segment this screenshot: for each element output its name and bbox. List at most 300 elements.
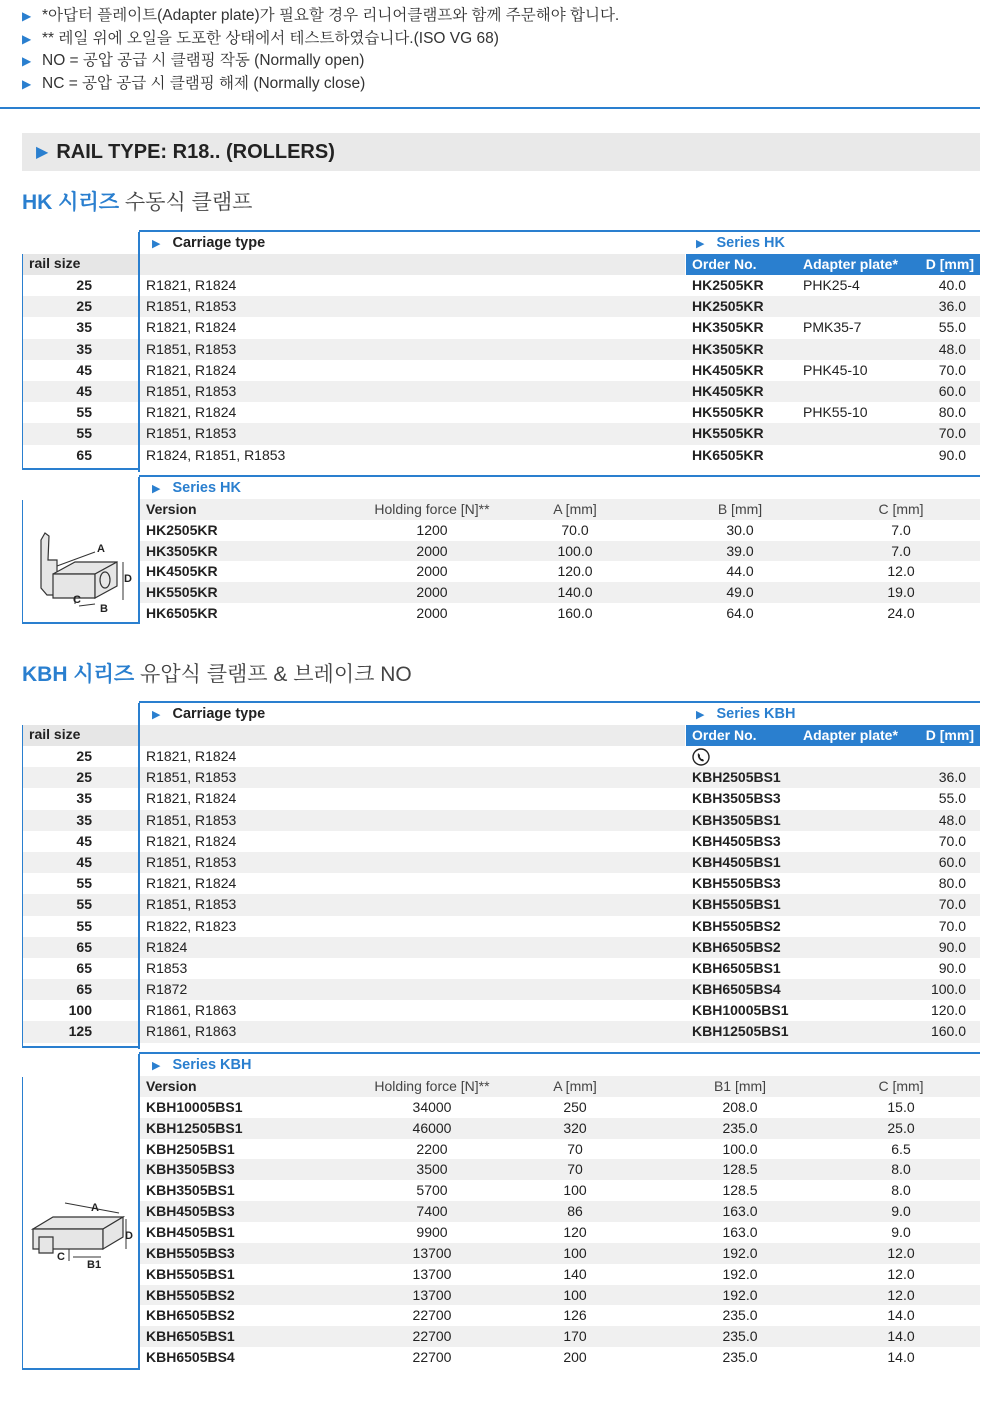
version-cell: KBH12505BS1	[146, 1119, 243, 1136]
table-row	[22, 873, 980, 894]
version-cell: KBH5505BS1	[146, 1265, 235, 1282]
version-cell: KBH6505BS2	[146, 1307, 235, 1324]
phone-icon	[692, 746, 710, 767]
a-mm-cell: 200	[563, 1349, 587, 1366]
order-no-cell: HK6505KR	[692, 446, 764, 463]
version-cell: KBH6505BS4	[146, 1349, 235, 1366]
rail-size-cell: 25	[76, 298, 92, 315]
carriage-type-cell: R1851, R1853	[146, 853, 237, 870]
holding-force-cell: 13700	[412, 1265, 452, 1282]
table-row	[22, 831, 980, 852]
rail-size-cell: 25	[76, 769, 92, 786]
a-mm-cell: 70	[567, 1140, 583, 1157]
order-no-header: Order No.	[692, 727, 757, 743]
order-no-cell: KBH3505BS1	[692, 811, 781, 828]
holding-force-cell: 13700	[412, 1286, 452, 1303]
d-mm-cell: 40.0	[938, 277, 966, 293]
order-no-cell: KBH6505BS4	[692, 981, 781, 998]
order-header-band	[686, 725, 980, 746]
carriage-type-cell: R1861, R1863	[146, 1023, 237, 1040]
rail-size-header: rail size	[22, 725, 138, 746]
spec-row	[140, 1285, 980, 1306]
d-mm-cell: 55.0	[938, 319, 966, 336]
a-mm-cell: 140	[563, 1265, 587, 1282]
d-mm-header: D [mm]	[925, 256, 974, 272]
b-mm-cell: 30.0	[726, 521, 754, 538]
a-mm-cell: 320	[563, 1119, 587, 1136]
order-no-cell: KBH6505BS2	[692, 938, 781, 955]
b-mm-header: B [mm]	[717, 501, 763, 517]
b-mm-cell: 235.0	[722, 1349, 758, 1366]
spec-row	[140, 1243, 980, 1264]
table-row	[22, 788, 980, 809]
spec-row	[140, 1347, 980, 1368]
rail-size-cell: 65	[76, 959, 92, 976]
carriage-type-cell: R1821, R1824	[146, 319, 237, 336]
table-header-top	[22, 232, 980, 254]
rail-size-cell: 55	[76, 875, 92, 892]
carriage-type-cell: R1851, R1853	[146, 811, 237, 828]
rail-size-cell: 65	[76, 981, 92, 998]
holding-force-cell: 46000	[412, 1119, 452, 1136]
carriage-type-cell: R1851, R1853	[146, 425, 237, 442]
a-mm-cell: 140.0	[557, 584, 593, 601]
table-row	[22, 979, 980, 1000]
spec-row	[140, 1180, 980, 1201]
dim-a-label: A	[97, 543, 105, 555]
order-no-cell: HK4505KR	[692, 382, 764, 399]
table-row	[22, 852, 980, 873]
c-mm-header: C [mm]	[878, 1078, 924, 1094]
series-label: Series HK	[716, 235, 785, 251]
table-header-columns	[22, 725, 980, 746]
spec-row	[140, 561, 980, 582]
order-no-cell: KBH12505BS1	[692, 1023, 789, 1040]
d-mm-cell: 90.0	[938, 446, 966, 463]
hk-clamp-diagram-box	[22, 500, 140, 624]
rail-size-cell: 125	[68, 1023, 92, 1040]
rail-size-cell: 45	[76, 853, 92, 870]
dim-c-label: C	[73, 594, 81, 606]
spec-row	[140, 1326, 980, 1347]
table-row	[22, 275, 980, 296]
d-mm-cell: 100.0	[930, 981, 966, 998]
table-row	[22, 916, 980, 937]
table-left-rule	[22, 725, 23, 1047]
d-mm-cell: 80.0	[938, 875, 966, 892]
a-mm-cell: 70.0	[561, 521, 589, 538]
order-no-cell: HK4505KR	[692, 361, 764, 378]
d-mm-cell: 60.0	[938, 853, 966, 870]
d-mm-header: D [mm]	[925, 727, 974, 743]
triangle-bullet-icon: ▶	[22, 54, 32, 68]
table-row	[22, 360, 980, 381]
triangle-bullet-icon: ▶	[152, 483, 161, 495]
table-row	[22, 894, 980, 915]
carriage-type-header	[152, 703, 265, 726]
hk-clamp-diagram	[23, 500, 139, 622]
hk-title-rest: 수동식 클램프	[119, 191, 253, 214]
order-no-header: Order No.	[692, 256, 757, 272]
d-mm-cell: 80.0	[938, 404, 966, 421]
a-mm-cell: 160.0	[557, 605, 593, 621]
header-spacer	[139, 254, 685, 275]
carriage-type-cell: R1853	[146, 959, 188, 976]
triangle-bullet-icon: ▶	[152, 1060, 161, 1072]
b-mm-cell: 128.5	[722, 1182, 758, 1199]
kbh-section-title	[22, 658, 412, 688]
a-mm-header: A [mm]	[553, 1078, 597, 1094]
order-no-cell: KBH3505BS3	[692, 790, 781, 807]
note-text: ** 레일 위에 오일을 도포한 상태에서 테스트하였습니다.(ISO VG 68)	[42, 29, 499, 47]
b-mm-cell: 163.0	[722, 1203, 758, 1220]
a-mm-cell: 126	[563, 1307, 587, 1324]
carriage-type-cell: R1821, R1824	[146, 875, 237, 892]
version-cell: KBH2505BS1	[146, 1140, 235, 1157]
a-mm-cell: 100	[563, 1182, 587, 1199]
order-no-cell: HK3505KR	[692, 319, 764, 336]
carriage-type-cell: R1822, R1823	[146, 917, 237, 934]
table-row	[22, 402, 980, 423]
series-header	[696, 232, 785, 255]
d-mm-cell: 70.0	[938, 425, 966, 442]
carriage-type-cell: R1851, R1853	[146, 340, 237, 357]
b-mm-cell: 39.0	[726, 542, 754, 559]
carriage-type-cell: R1872	[146, 981, 188, 998]
b-mm-cell: 192.0	[722, 1244, 758, 1261]
spec-row	[140, 1264, 980, 1285]
triangle-bullet-icon: ▶	[22, 9, 32, 23]
b-mm-header: B1 [mm]	[713, 1078, 767, 1094]
holding-force-cell: 2000	[416, 584, 448, 601]
c-mm-cell: 14.0	[887, 1328, 915, 1345]
c-mm-cell: 12.0	[887, 1265, 915, 1282]
d-mm-cell: 70.0	[938, 917, 966, 934]
carriage-type-cell: R1851, R1853	[146, 382, 237, 399]
series-label: Series HK	[172, 480, 241, 496]
table-row	[22, 1021, 980, 1042]
a-mm-cell: 70	[567, 1161, 583, 1178]
rail-size-cell: 45	[76, 361, 92, 378]
kbh-clamp-diagram	[23, 1077, 139, 1367]
rail-size-cell: 65	[76, 446, 92, 463]
d-mm-cell: 70.0	[938, 896, 966, 913]
rail-size-cell: 35	[76, 319, 92, 336]
adapter-plate-cell: PHK25-4	[803, 277, 860, 293]
rail-size-cell: 100	[68, 1002, 92, 1019]
order-no-cell: KBH2505BS1	[692, 769, 781, 786]
table-row	[22, 746, 980, 767]
note-item	[22, 50, 982, 73]
hk-title-bold: HK 시리즈	[22, 191, 120, 214]
version-cell: KBH4505BS1	[146, 1223, 235, 1240]
table-row	[22, 958, 980, 979]
column-divider	[138, 232, 140, 472]
spec-row	[140, 1118, 980, 1139]
version-cell: KBH5505BS2	[146, 1286, 235, 1303]
triangle-bullet-icon: ▶	[22, 31, 32, 46]
rail-size-cell: 65	[76, 938, 92, 955]
dim-b1-label: B1	[87, 1259, 102, 1271]
order-no-cell: KBH5505BS1	[692, 896, 781, 913]
table-top-rule	[139, 475, 980, 477]
table-left-rule	[22, 254, 23, 470]
spec-row	[140, 1201, 980, 1222]
rail-size-header: rail size	[22, 254, 138, 275]
c-mm-cell: 24.0	[887, 605, 915, 621]
triangle-bullet-icon: ▶	[696, 238, 705, 250]
c-mm-cell: 9.0	[891, 1203, 911, 1220]
b-mm-cell: 44.0	[726, 563, 754, 580]
carriage-type-cell: R1821, R1824	[146, 748, 237, 764]
version-cell: KBH3505BS3	[146, 1161, 235, 1178]
series-header	[152, 477, 241, 500]
c-mm-cell: 7.0	[891, 542, 911, 559]
version-cell: HK6505KR	[146, 605, 218, 621]
d-mm-cell: 36.0	[938, 769, 966, 786]
dim-d-label: D	[125, 1230, 133, 1242]
c-mm-cell: 19.0	[887, 584, 915, 601]
carriage-type-cell: R1821, R1824	[146, 832, 237, 849]
a-mm-cell: 250	[563, 1098, 587, 1115]
version-cell: HK5505KR	[146, 584, 218, 601]
b-mm-cell: 100.0	[722, 1140, 758, 1157]
carriage-type-cell: R1821, R1824	[146, 277, 237, 293]
spec-header-row	[140, 499, 980, 520]
dim-b-label: B	[100, 603, 108, 615]
spec-row	[140, 603, 980, 624]
notes-block	[22, 5, 982, 95]
holding-force-cell: 22700	[412, 1349, 452, 1366]
table-row	[22, 423, 980, 444]
carriage-type-cell: R1851, R1853	[146, 896, 237, 913]
version-header: Version	[146, 1078, 197, 1094]
holding-force-cell: 22700	[412, 1328, 452, 1345]
order-no-cell: KBH4505BS3	[692, 832, 781, 849]
table-row	[22, 317, 980, 338]
triangle-bullet-icon: ▶	[152, 238, 161, 250]
carriage-type-cell: R1821, R1824	[146, 361, 237, 378]
rail-size-cell: 25	[76, 748, 92, 764]
rail-type-bar	[22, 133, 980, 171]
b-mm-cell: 49.0	[726, 584, 754, 601]
rail-size-cell: 35	[76, 340, 92, 357]
order-no-cell: HK5505KR	[692, 425, 764, 442]
order-no-cell: KBH5505BS3	[692, 875, 781, 892]
hk-rows	[22, 275, 980, 466]
carriage-type-label: Carriage type	[172, 235, 266, 251]
note-text: *아답터 플레이트(Adapter plate)가 필요할 경우 리니어클램프와 함께 주문해야 합니다.	[42, 7, 620, 24]
version-cell: HK4505KR	[146, 563, 218, 580]
a-mm-cell: 100.0	[557, 542, 593, 559]
table-row	[22, 445, 980, 466]
adapter-plate-cell: PHK55-10	[803, 404, 868, 421]
spec-row	[140, 1097, 980, 1118]
c-mm-cell: 8.0	[891, 1161, 911, 1178]
a-mm-cell: 100	[563, 1244, 587, 1261]
b-mm-cell: 163.0	[722, 1223, 758, 1240]
a-mm-cell: 170	[563, 1328, 587, 1345]
table-row	[22, 339, 980, 360]
version-cell: HK3505KR	[146, 542, 218, 559]
d-mm-cell: 90.0	[938, 938, 966, 955]
rail-size-cell: 45	[76, 832, 92, 849]
holding-force-cell: 34000	[412, 1098, 452, 1115]
series-header	[696, 703, 795, 726]
d-mm-cell: 90.0	[938, 959, 966, 976]
carriage-type-cell: R1821, R1824	[146, 404, 237, 421]
version-cell: KBH3505BS1	[146, 1182, 235, 1199]
order-no-cell: KBH10005BS1	[692, 1002, 789, 1019]
adapter-plate-cell: PHK45-10	[803, 361, 868, 378]
b-mm-cell: 235.0	[722, 1307, 758, 1324]
holding-force-cell: 9900	[416, 1223, 448, 1240]
holding-force-cell: 2000	[416, 563, 448, 580]
b-mm-cell: 192.0	[722, 1286, 758, 1303]
column-divider	[138, 703, 140, 1049]
c-mm-cell: 9.0	[891, 1223, 911, 1240]
d-mm-cell: 36.0	[938, 298, 966, 315]
carriage-type-cell: R1851, R1853	[146, 298, 237, 315]
order-no-cell: HK5505KR	[692, 404, 764, 421]
holding-force-cell: 2200	[416, 1140, 448, 1157]
rail-size-cell: 35	[76, 811, 92, 828]
spec-row	[140, 541, 980, 562]
table-top-rule	[139, 1052, 980, 1054]
table-row	[22, 381, 980, 402]
carriage-type-cell: R1824	[146, 938, 188, 955]
table-row	[22, 767, 980, 788]
b-mm-cell: 208.0	[722, 1098, 758, 1115]
rail-size-cell: 35	[76, 790, 92, 807]
adapter-plate-header: Adapter plate*	[803, 727, 898, 743]
c-mm-cell: 15.0	[887, 1098, 915, 1115]
adapter-plate-cell: PMK35-7	[803, 319, 862, 336]
version-header: Version	[146, 501, 197, 517]
c-mm-cell: 12.0	[887, 1244, 915, 1261]
version-cell: KBH6505BS1	[146, 1328, 235, 1345]
order-header-band	[686, 254, 980, 275]
triangle-bullet-icon: ▶	[36, 144, 49, 161]
b-mm-cell: 192.0	[722, 1265, 758, 1282]
series-label: Series KBH	[172, 1057, 252, 1073]
hk-spec-table	[22, 475, 980, 625]
spec-header-row	[140, 1076, 980, 1097]
rail-size-cell: 55	[76, 917, 92, 934]
d-mm-cell: 120.0	[930, 1002, 966, 1019]
version-cell: KBH4505BS3	[146, 1203, 235, 1220]
c-mm-cell: 7.0	[891, 521, 911, 538]
carriage-type-cell: R1861, R1863	[146, 1002, 237, 1019]
order-no-cell: KBH6505BS1	[692, 959, 781, 976]
order-no-cell: HK3505KR	[692, 340, 764, 357]
rail-size-cell: 55	[76, 404, 92, 421]
triangle-bullet-icon: ▶	[152, 709, 161, 721]
c-mm-header: C [mm]	[878, 501, 924, 517]
series-header	[152, 1054, 251, 1077]
kbh-title-bold: KBH 시리즈	[22, 663, 135, 686]
a-mm-cell: 100	[563, 1286, 587, 1303]
b-mm-cell: 235.0	[722, 1328, 758, 1345]
series-label: Series KBH	[716, 706, 796, 722]
carriage-type-header	[152, 232, 265, 255]
hk-order-table	[22, 230, 980, 472]
d-mm-cell: 70.0	[938, 832, 966, 849]
hk-section-title	[22, 186, 252, 216]
table-row	[22, 1000, 980, 1021]
c-mm-cell: 12.0	[887, 1286, 915, 1303]
dim-a-label: A	[91, 1202, 99, 1214]
c-mm-cell: 12.0	[887, 563, 915, 580]
holding-force-cell: 7400	[416, 1203, 448, 1220]
rail-type-title: RAIL TYPE: R18.. (ROLLERS)	[56, 140, 335, 163]
a-mm-cell: 120.0	[557, 563, 593, 580]
spec-row	[140, 1159, 980, 1180]
d-mm-cell: 48.0	[938, 340, 966, 357]
c-mm-cell: 14.0	[887, 1349, 915, 1366]
triangle-bullet-icon: ▶	[22, 76, 32, 91]
order-no-cell: HK2505KR	[692, 277, 764, 293]
holding-force-cell: 5700	[416, 1182, 448, 1199]
table-header-columns	[22, 254, 980, 275]
spec-row	[140, 520, 980, 541]
holding-force-header: Holding force [N]**	[374, 1078, 490, 1094]
c-mm-cell: 14.0	[887, 1307, 915, 1324]
kbh-rows	[22, 746, 980, 1043]
d-mm-cell: 160.0	[930, 1023, 966, 1040]
spec-row	[140, 582, 980, 603]
d-mm-cell: 70.0	[938, 361, 966, 378]
carriage-type-label: Carriage type	[172, 706, 266, 722]
a-mm-header: A [mm]	[553, 501, 597, 517]
version-cell: KBH5505BS3	[146, 1244, 235, 1261]
carriage-type-cell: R1821, R1824	[146, 790, 237, 807]
d-mm-cell: 60.0	[938, 382, 966, 399]
kbh-clamp-diagram-box	[22, 1077, 140, 1370]
table-row	[22, 937, 980, 958]
holding-force-cell: 2000	[416, 542, 448, 559]
holding-force-cell: 2000	[416, 605, 448, 621]
b-mm-cell: 128.5	[722, 1161, 758, 1178]
version-cell: KBH10005BS1	[146, 1098, 243, 1115]
holding-force-cell: 13700	[412, 1244, 452, 1261]
note-text: NC = 공압 공급 시 클램핑 해제 (Normally close)	[42, 74, 366, 92]
rail-size-cell: 45	[76, 382, 92, 399]
d-mm-cell: 48.0	[938, 811, 966, 828]
c-mm-cell: 6.5	[891, 1140, 911, 1157]
note-item	[22, 73, 982, 96]
carriage-type-cell: R1824, R1851, R1853	[146, 446, 286, 463]
rail-size-cell: 55	[76, 425, 92, 442]
holding-force-cell: 3500	[416, 1161, 448, 1178]
c-mm-cell: 8.0	[891, 1182, 911, 1199]
c-mm-cell: 25.0	[887, 1119, 915, 1136]
order-no-cell: KBH5505BS2	[692, 917, 781, 934]
header-spacer	[139, 725, 685, 746]
table-row	[22, 296, 980, 317]
a-mm-cell: 86	[567, 1203, 583, 1220]
table-bottom-rule	[22, 1046, 140, 1048]
order-no-cell: KBH4505BS1	[692, 853, 781, 870]
kbh-title-rest: 유압식 클램프 & 브레이크 NO	[134, 663, 412, 686]
table-row	[22, 810, 980, 831]
note-text: NO = 공압 공급 시 클램핑 작동 (Normally open)	[42, 52, 365, 69]
b-mm-cell: 235.0	[722, 1119, 758, 1136]
note-item	[22, 5, 982, 28]
rail-size-cell: 25	[76, 277, 92, 293]
b-mm-cell: 64.0	[726, 605, 754, 621]
spec-row	[140, 1305, 980, 1326]
